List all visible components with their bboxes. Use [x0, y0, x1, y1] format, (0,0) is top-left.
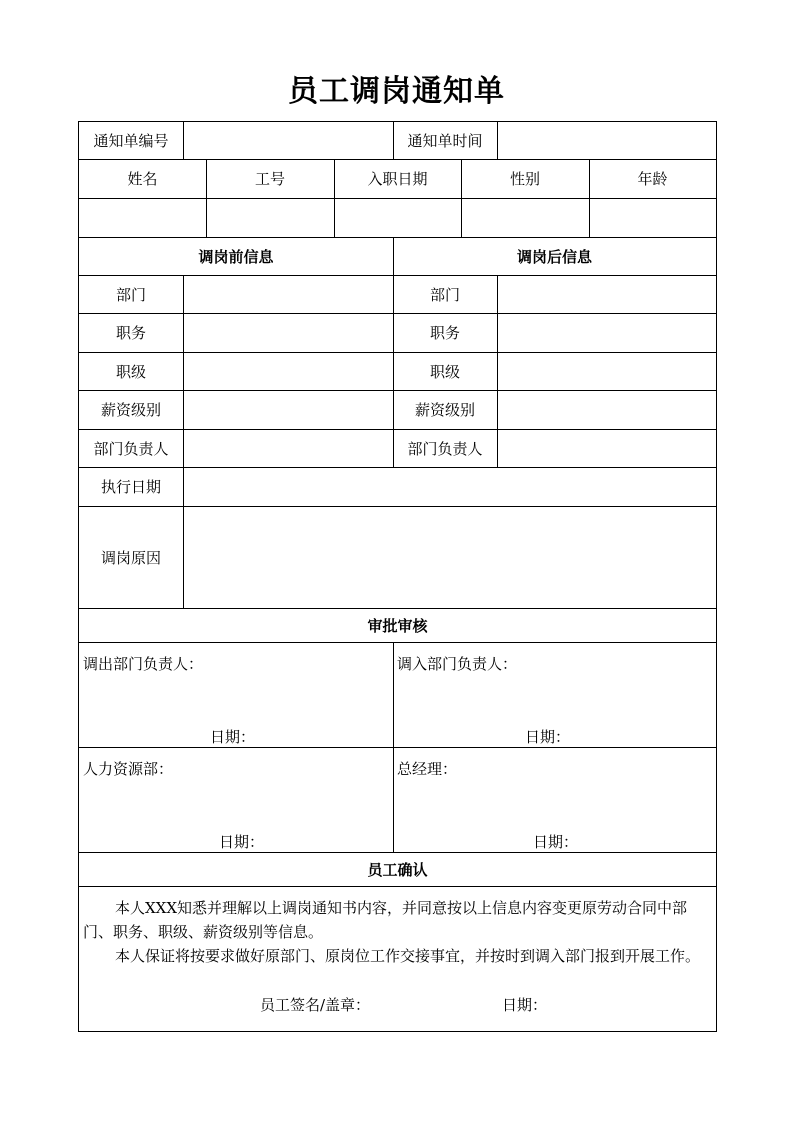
gender-column-header: 性别 [509, 170, 540, 188]
hr-date-label: 日期： [219, 833, 265, 851]
name-field[interactable] [79, 199, 206, 237]
confirm-section-heading: 员工确认 [367, 860, 428, 879]
before-level-label: 职级 [115, 362, 146, 381]
after-manager-label: 部门负责人 [407, 439, 483, 458]
notice-time-label: 通知单时间 [407, 132, 483, 150]
id-column-header: 工号 [254, 170, 285, 188]
transfer-notice-form [78, 121, 717, 1032]
grid-line [79, 747, 716, 748]
hire-date-column-header: 入职日期 [367, 170, 428, 188]
after-salary-label: 薪资级别 [414, 401, 475, 419]
before-dept-label: 部门 [115, 285, 146, 304]
out-dept-date-label: 日期： [210, 728, 256, 746]
after-salary-field[interactable] [498, 391, 716, 429]
exec-date-label: 执行日期 [100, 478, 161, 496]
age-field[interactable] [590, 199, 716, 237]
reason-field[interactable] [184, 507, 716, 608]
after-section-heading: 调岗后信息 [516, 247, 592, 266]
age-column-header: 年龄 [637, 170, 668, 188]
grid-line [393, 642, 394, 852]
after-position-label: 职务 [429, 324, 460, 342]
exec-date-field[interactable] [184, 468, 716, 506]
before-level-field[interactable] [184, 353, 393, 390]
after-level-label: 职级 [429, 362, 460, 381]
before-salary-label: 薪资级别 [100, 401, 161, 419]
approval-section-heading: 审批审核 [367, 616, 428, 635]
before-manager-field[interactable] [184, 430, 393, 467]
after-dept-label: 部门 [429, 285, 460, 304]
in-dept-manager-label: 调入部门负责人： [397, 655, 518, 673]
grid-line [79, 642, 716, 643]
out-dept-manager-label: 调出部门负责人： [83, 655, 204, 673]
confirm-paragraph-2: 本人保证将按要求做好原部门、原岗位工作交接事宜，并按时到调入部门报到开展工作。 [115, 947, 701, 965]
after-position-field[interactable] [498, 314, 716, 352]
hr-dept-label: 人力资源部： [83, 760, 174, 778]
after-manager-field[interactable] [498, 430, 716, 467]
reason-label: 调岗原因 [100, 548, 161, 567]
grid-line [79, 886, 716, 887]
notice-no-field[interactable] [184, 122, 393, 159]
employee-signature-label: 员工签名/盖章： [260, 996, 371, 1014]
hire-date-field[interactable] [335, 199, 461, 237]
page-title: 员工调岗通知单 [288, 74, 505, 109]
after-level-field[interactable] [498, 353, 716, 390]
notice-time-field[interactable] [498, 122, 716, 159]
after-dept-field[interactable] [498, 276, 716, 313]
name-column-header: 姓名 [127, 170, 158, 188]
gender-field[interactable] [462, 199, 589, 237]
in-dept-date-label: 日期： [525, 728, 571, 746]
before-position-field[interactable] [184, 314, 393, 352]
confirm-statement [83, 896, 713, 968]
notice-no-label: 通知单编号 [93, 132, 169, 150]
before-manager-label: 部门负责人 [93, 439, 169, 458]
confirm-paragraph-1: 本人XXX知悉并理解以上调岗通知书内容，并同意按以上信息内容变更原劳动合同中部门、职务、职级、薪资级别等信息。 [83, 899, 688, 941]
gm-label: 总经理： [397, 760, 458, 778]
gm-date-label: 日期： [533, 833, 579, 851]
employee-date-label: 日期： [502, 996, 548, 1014]
before-dept-field[interactable] [184, 276, 393, 313]
before-salary-field[interactable] [184, 391, 393, 429]
before-position-label: 职务 [115, 324, 146, 342]
before-section-heading: 调岗前信息 [198, 247, 274, 266]
id-field[interactable] [207, 199, 334, 237]
